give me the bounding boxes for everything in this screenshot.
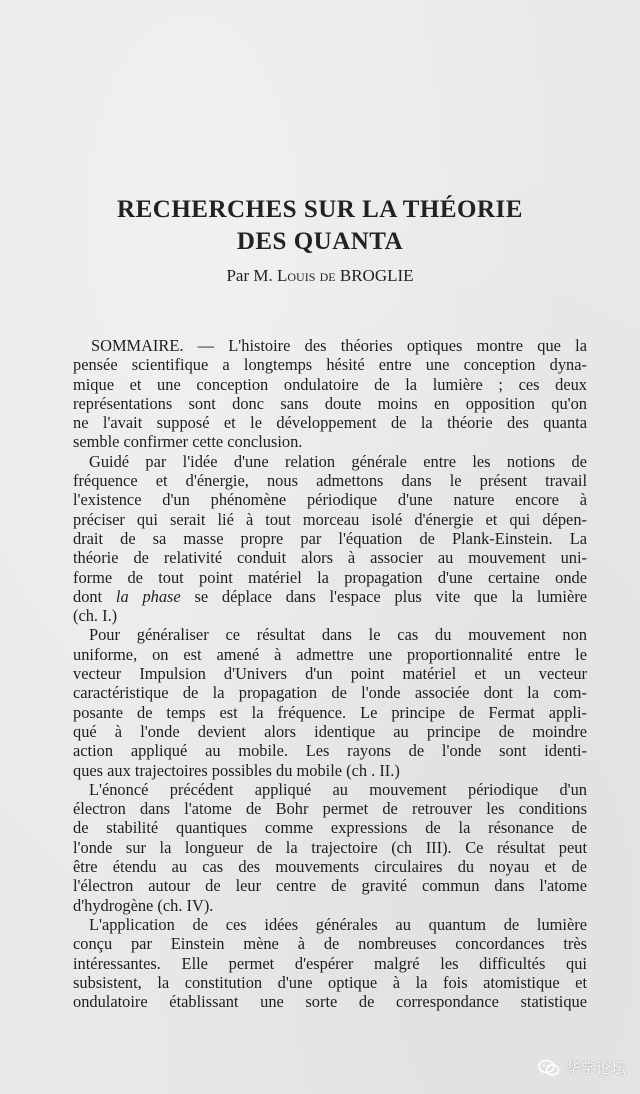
text-line: l'onde sur la longueur de la trajectoire (ch III). Ce résultat peut xyxy=(73,837,587,857)
abstract-text xyxy=(73,336,587,1011)
text-line: subsistent, la constitution d'une optique à la fois atomistique et xyxy=(73,972,587,992)
text-line: drait de sa masse propre par l'équation de Plank-Einstein. La xyxy=(73,528,587,548)
text-line: vecteur Impulsion d'Univers d'un point matériel et un vecteur xyxy=(73,664,587,684)
text-line: fréquence et d'énergie, nous admettons dans le présent travail xyxy=(73,471,587,491)
text-line: ne l'avait supposé et le développement de la théorie des quanta xyxy=(73,413,587,433)
text-line: SOMMAIRE. — L'histoire des théories optiques montre que la xyxy=(91,336,587,355)
text-line: conçu par Einstein mène à de nombreuses concordances très xyxy=(73,934,587,954)
text-line: de stabilité quantiques comme expressions de la résonance de xyxy=(73,818,587,838)
text-line: pensée scientifique a longtemps hésité entre une conception dyna- xyxy=(73,355,587,375)
text-line: action appliqué au mobile. Les rayons de l'onde sont identi- xyxy=(73,741,587,761)
text-line: d'hydrogène (ch. IV). xyxy=(73,895,214,915)
text-line: être étendu au cas des mouvements circulaires du noyau et de xyxy=(73,857,587,877)
title-line-2: DES QUANTA xyxy=(236,228,404,255)
watermark xyxy=(538,1057,626,1078)
text-line: l'électron autour de leur centre de gravité commun dans l'atome xyxy=(73,876,587,896)
text-line: électron dans l'atome de Bohr permet de retrouver les conditions xyxy=(73,799,587,819)
author-prefix: Par M. xyxy=(226,266,277,285)
author-surname: BROGLIE xyxy=(335,266,414,285)
text-line: ques aux trajectoires possibles du mobile (ch . II.) xyxy=(73,760,400,780)
text-line: l'existence d'un phénomène périodique d'une nature encore à xyxy=(73,490,587,510)
text-line: mique et une conception ondulatoire de la lumière ; ces deux xyxy=(73,374,587,394)
text-line: semble confirmer cette conclusion. xyxy=(73,432,303,452)
text-line: Pour généraliser ce résultat dans le cas du mouvement non xyxy=(89,625,587,645)
author-name: Louis de xyxy=(276,266,336,285)
text-line: préciser qui serait lié à tout morceau isolé d'énergie et qui dépen- xyxy=(73,509,587,529)
text-line-with-italic: dont la phase se déplace dans l'espace plus vite que la lumière xyxy=(73,586,587,606)
wechat-icon xyxy=(538,1059,560,1077)
text-line: L'énoncé précédent appliqué au mouvement périodique d'un xyxy=(89,779,587,799)
text-line: qué à l'onde devient alors identique au principe de moindre xyxy=(73,721,587,741)
text-line: L'application de ces idées générales au quantum de lumière xyxy=(89,914,587,934)
text-line: intéressantes. Elle permet d'espérer malgré les difficultés qui xyxy=(73,953,587,973)
text-line: uniforme, on est amené à admettre une proportionnalité entre le xyxy=(73,644,587,664)
title-line-1: RECHERCHES SUR LA THÉORIE xyxy=(117,196,523,223)
text-line: (ch. I.) xyxy=(73,606,118,626)
text-line: représentations sont donc sans doute moins en opposition qu'on xyxy=(73,393,587,413)
author-line xyxy=(0,266,640,286)
text-line: théorie de relativité conduit alors à associer au mouvement uni- xyxy=(73,548,587,568)
text-line: Guidé par l'idée d'une relation générale entre les notions de xyxy=(89,451,587,471)
italic-phrase: la phase xyxy=(115,586,181,606)
text-line: caractéristique de la propagation de l'onde associée dont la com- xyxy=(73,683,587,703)
text-line: posante de temps est la fréquence. Le principe de Fermat appli- xyxy=(73,702,587,722)
text-line: forme de tout point matériel la propagation d'une certaine onde xyxy=(73,567,587,587)
watermark-text: 华学论坛 xyxy=(565,1059,626,1077)
text-line: ondulatoire établissant une sorte de correspondance statistique xyxy=(73,992,587,1012)
